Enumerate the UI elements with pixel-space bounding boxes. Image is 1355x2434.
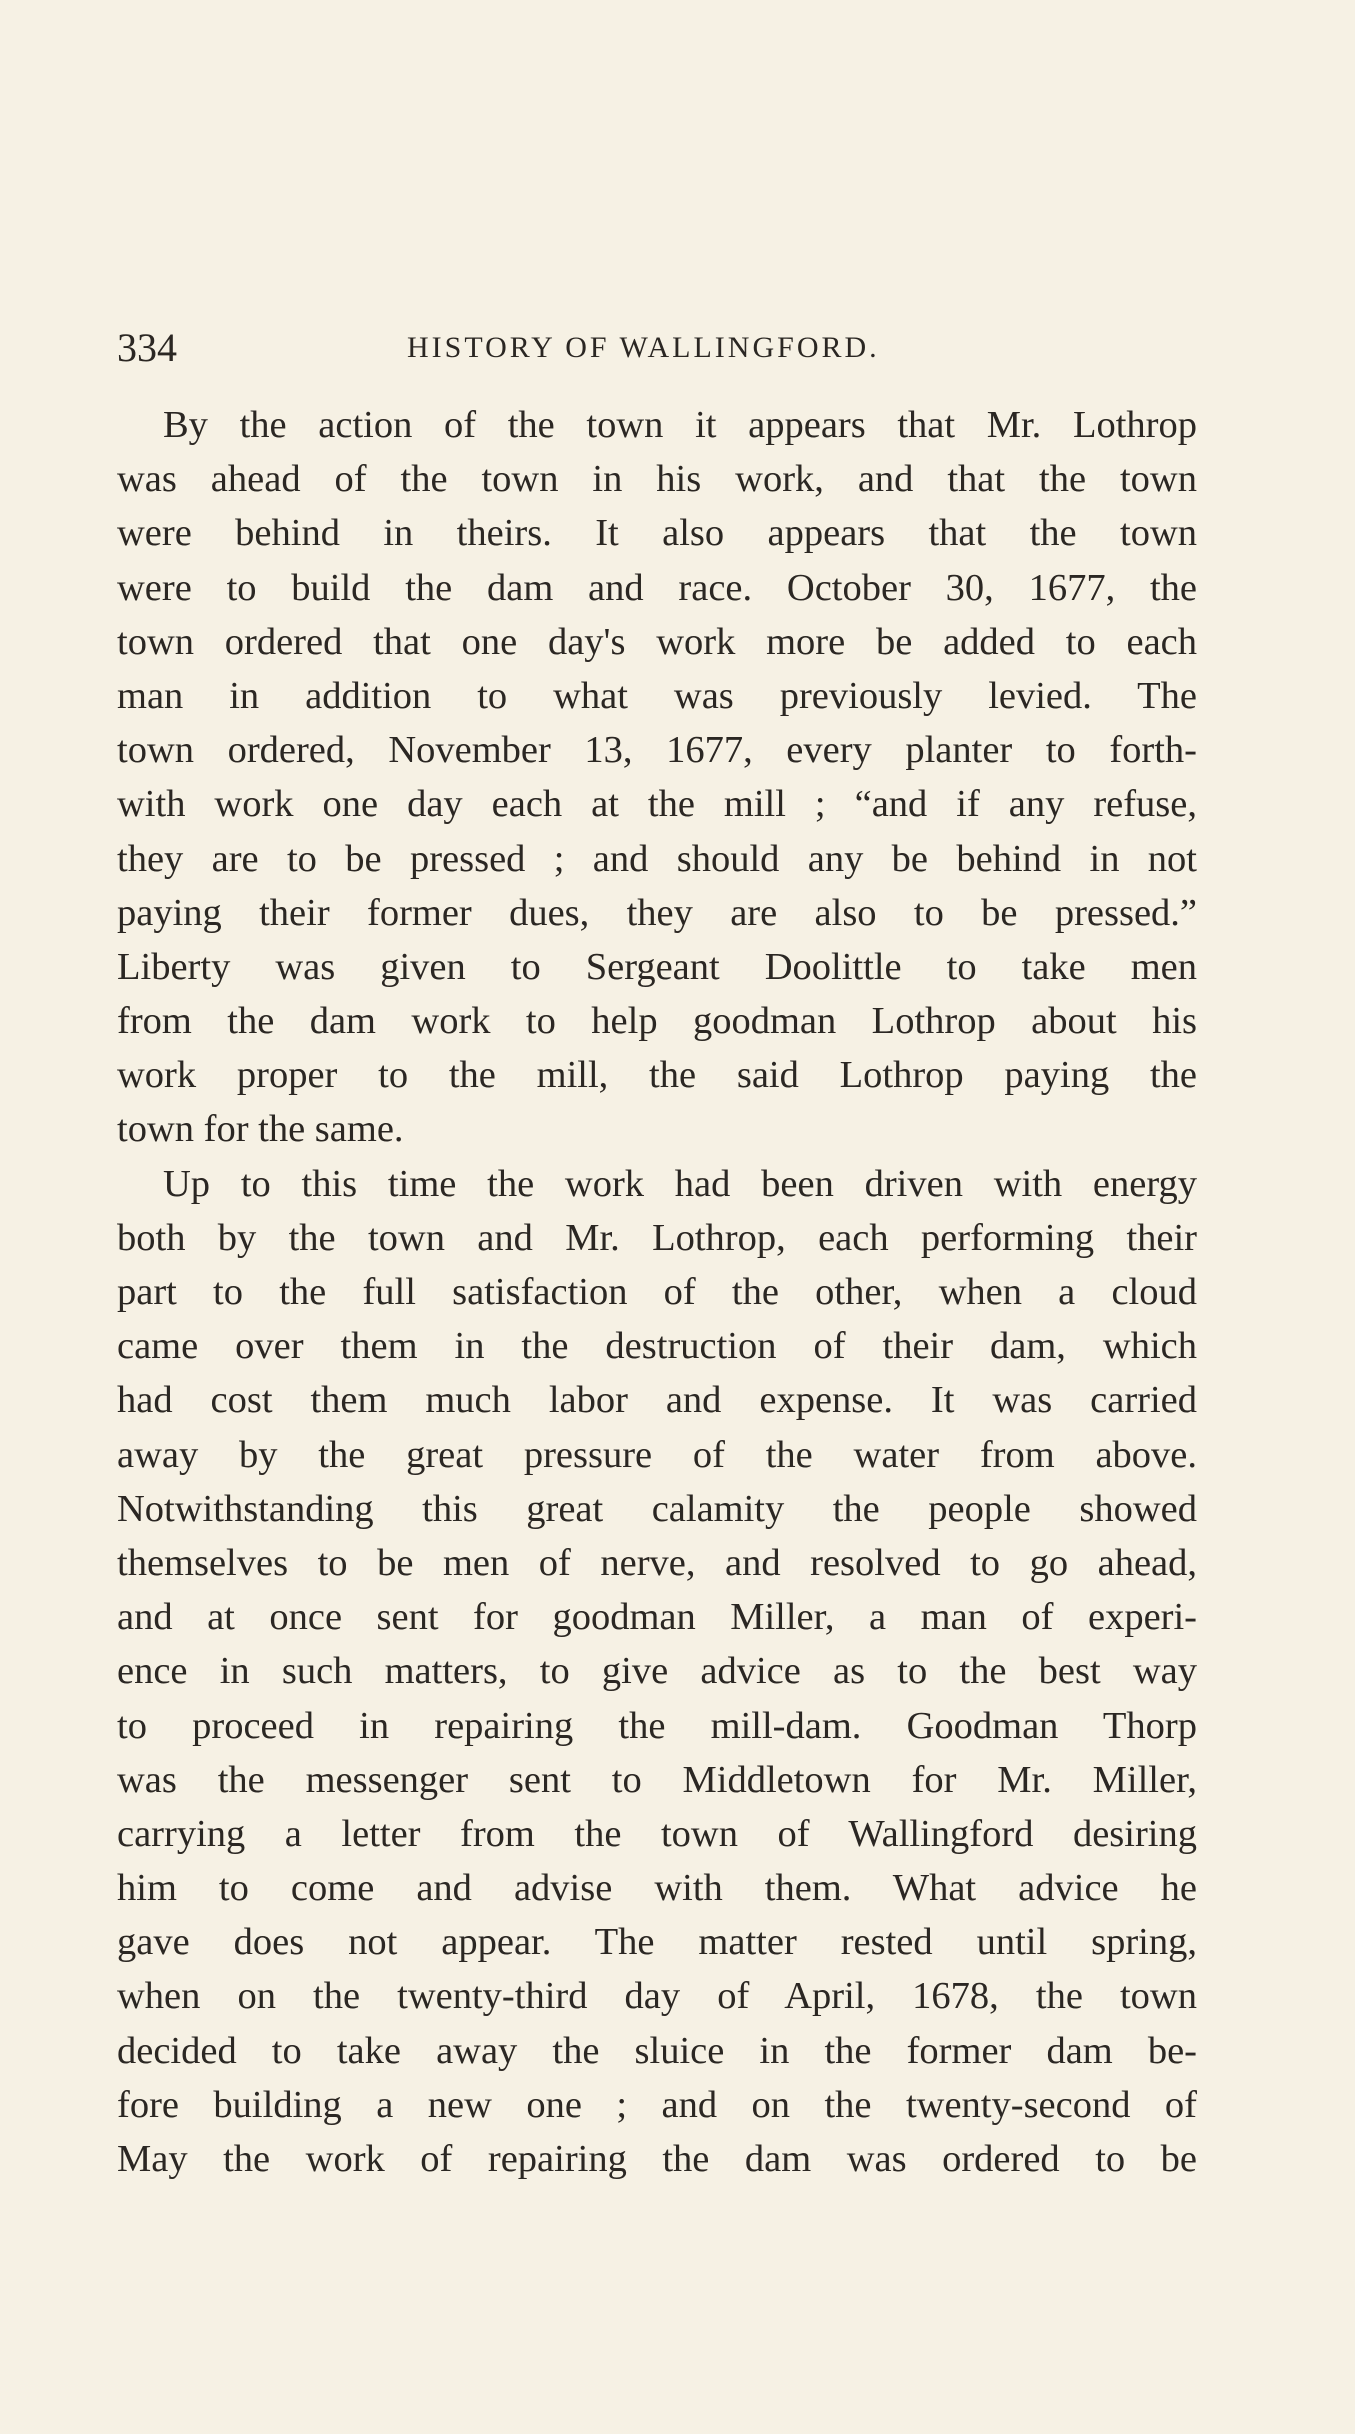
text-line: By the action of the town it appears that Mr. Lothrop [163, 404, 1197, 446]
text-line: ence in such matters, to give advice as to the best way [117, 1650, 1197, 1693]
text-line: when on the twenty-third day of April, 1678, the town [117, 1975, 1197, 2018]
text-line: work proper to the mill, the said Lothrop paying the [117, 1054, 1197, 1097]
text-line: gave does not appear. The matter rested until spring, [117, 1921, 1197, 1964]
text-line: town ordered that one day's work more be added to each [117, 620, 1197, 663]
text-line: was ahead of the town in his work, and that the town [117, 458, 1197, 501]
text-line: and at once sent for goodman Miller, a man of experi- [117, 1596, 1197, 1639]
text-line: town for the same. [117, 1108, 404, 1151]
text-line: Liberty was given to Sergeant Doolittle to take men [117, 945, 1197, 988]
text-line: themselves to be men of nerve, and resolved to go ahead, [117, 1541, 1197, 1584]
text-line: away by the great pressure of the water from above. [117, 1433, 1197, 1476]
text-line: fore building a new one ; and on the twenty-second of [117, 2083, 1197, 2126]
text-line: Notwithstanding this great calamity the people showed [117, 1487, 1197, 1530]
text-line: paying their former dues, they are also to be pressed.” [117, 891, 1197, 934]
text-line: came over them in the destruction of their dam, which [117, 1325, 1197, 1368]
text-line: were behind in theirs. It also appears that the town [117, 512, 1197, 555]
text-line: from the dam work to help goodman Lothrop about his [117, 1000, 1197, 1043]
text-line: both by the town and Mr. Lothrop, each performing their [117, 1216, 1197, 1259]
text-line: him to come and advise with them. What advice he [117, 1867, 1197, 1910]
text-line: to proceed in repairing the mill-dam. Goodman Thorp [117, 1704, 1197, 1747]
page-number: 334 [117, 325, 177, 370]
text-line: they are to be pressed ; and should any be behind in not [117, 837, 1197, 880]
text-line: had cost them much labor and expense. It was carried [117, 1379, 1197, 1422]
text-line: Up to this time the work had been driven with energy [163, 1162, 1197, 1205]
text-line: carrying a letter from the town of Wallingford desiring [117, 1812, 1197, 1855]
body-text [117, 398, 1197, 2186]
text-line: were to build the dam and race. October 30, 1677, the [117, 566, 1197, 609]
running-head [117, 322, 1197, 374]
text-line: part to the full satisfaction of the other, when a cloud [117, 1271, 1197, 1313]
text-line: town ordered, November 13, 1677, every planter to forth- [117, 729, 1197, 772]
text-line: was the messenger sent to Middletown for Mr. Miller, [117, 1758, 1197, 1801]
text-line: man in addition to what was previously levied. The [117, 674, 1197, 717]
running-title: HISTORY OF WALLINGFORD. [407, 331, 880, 364]
text-line: with work one day each at the mill ; “and if any refuse, [117, 783, 1197, 826]
text-line: May the work of repairing the dam was ordered to be [117, 2138, 1197, 2180]
text-line: decided to take away the sluice in the former dam be- [117, 2029, 1197, 2072]
